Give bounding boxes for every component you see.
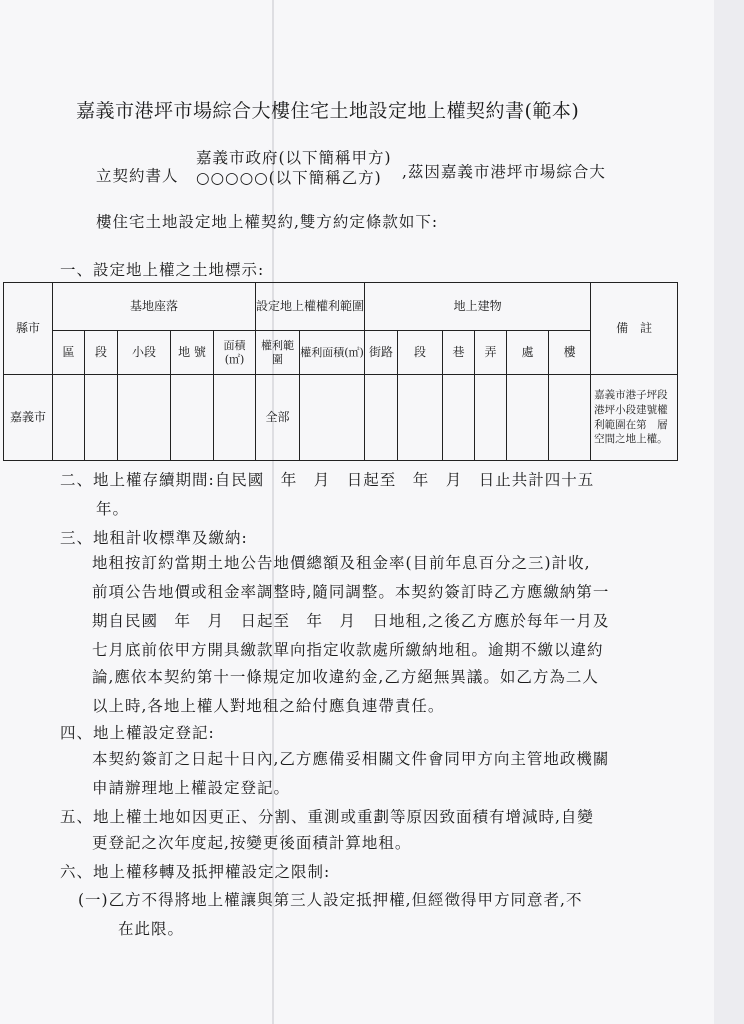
cell-empty [118,375,171,461]
section3-line: 七月底前依甲方開具繳款單向指定收款處所繳納地租。逾期不繳以違約 [92,641,604,659]
sub-subsection: 小段 [118,331,171,375]
cell-empty [443,375,475,461]
section3-line: 地租按訂約當期土地公告地價總額及租金率(目前年息百分之三)計收, [92,554,591,572]
parties-line2: 樓住宅土地設定地上權契約,雙方約定條款如下: [96,213,439,231]
cell-empty [171,375,214,461]
cell-empty [85,375,118,461]
row-remark: 嘉義市港子坪段港坪小段建號權利範圍在第 層空間之地上權。 [591,375,678,461]
cell-empty [365,375,398,461]
sub-place: 處 [507,331,549,375]
sub-lot-number: 地 號 [171,331,214,375]
section3-line: 期自民國 年 月 日起至 年 月 日地租,之後乙方應於每年一月及 [92,612,610,630]
section2-line2: 年。 [96,500,130,518]
document-title: 嘉義市港坪市場綜合大樓住宅土地設定地上權契約書(範本) [76,100,580,122]
row-county: 嘉義市 [4,375,53,461]
cell-empty [398,375,443,461]
section4-line: 本契約簽訂之日起十日內,乙方應備妥相關文件會同甲方向主管地政機關 [92,750,610,768]
header-right-scope: 設定地上權權利範圍 [256,283,365,331]
header-county: 縣市 [4,283,53,375]
section6-item1-line2: 在此限。 [118,920,185,938]
sub-building-section: 段 [398,331,443,375]
section3-heading: 三、地租計收標準及繳納: [60,529,248,547]
section3-line: 前項公告地價或租金率調整時,隨同調整。本契約簽訂時乙方應繳納第一 [92,583,610,601]
section5-line2: 更登記之次年度起,按變更後面積計算地租。 [92,834,412,852]
scan-edge [714,0,744,1024]
cell-empty [475,375,507,461]
sub-section: 段 [85,331,118,375]
header-remark: 備 註 [591,283,678,375]
section1-heading: 一、設定地上權之土地標示: [60,261,265,279]
sub-scope: 權利範圍 [256,331,300,375]
sub-district: 區 [53,331,85,375]
cell-empty [549,375,591,461]
section2-line1: 二、地上權存續期間:自民國 年 月 日起至 年 月 日止共計四十五 [60,471,595,489]
section5-line1: 五、地上權土地如因更正、分割、重測或重劃等原因致面積有增減時,自變 [60,808,594,826]
parties-label: 立契約書人 [96,167,179,185]
section4-line: 申請辦理地上權設定登記。 [92,779,291,797]
cell-empty [53,375,85,461]
sub-area: 面積(㎡) [214,331,256,375]
land-table [3,282,678,461]
sub-alley: 弄 [475,331,507,375]
header-base-location: 基地座落 [53,283,256,331]
section6-heading: 六、地上權移轉及抵押權設定之限制: [60,863,331,881]
section4-heading: 四、地上權設定登記: [60,724,215,742]
section3-line: 論,應依本契約第十一條規定加收違約金,乙方絕無異議。如乙方為二人 [92,668,599,686]
sub-lane: 巷 [443,331,475,375]
party-a: 嘉義市政府(以下簡稱甲方) [196,149,392,167]
header-building: 地上建物 [365,283,591,331]
cell-empty [214,375,256,461]
cell-empty [507,375,549,461]
sub-scope-area: 權利面積(㎡) [300,331,365,375]
party-b: ○○○○○(以下簡稱乙方) [196,169,382,187]
section6-item1-line1: (一)乙方不得將地上權讓與第三人設定抵押權,但經徵得甲方同意者,不 [78,891,583,909]
sub-floor: 樓 [549,331,591,375]
section3-line: 以上時,各地上權人對地租之給付應負連帶責任。 [92,697,445,715]
parties-tail: ,茲因嘉義市港坪市場綜合大 [402,163,606,181]
cell-empty [300,375,365,461]
sub-street: 街路 [365,331,398,375]
row-scope: 全部 [256,375,300,461]
